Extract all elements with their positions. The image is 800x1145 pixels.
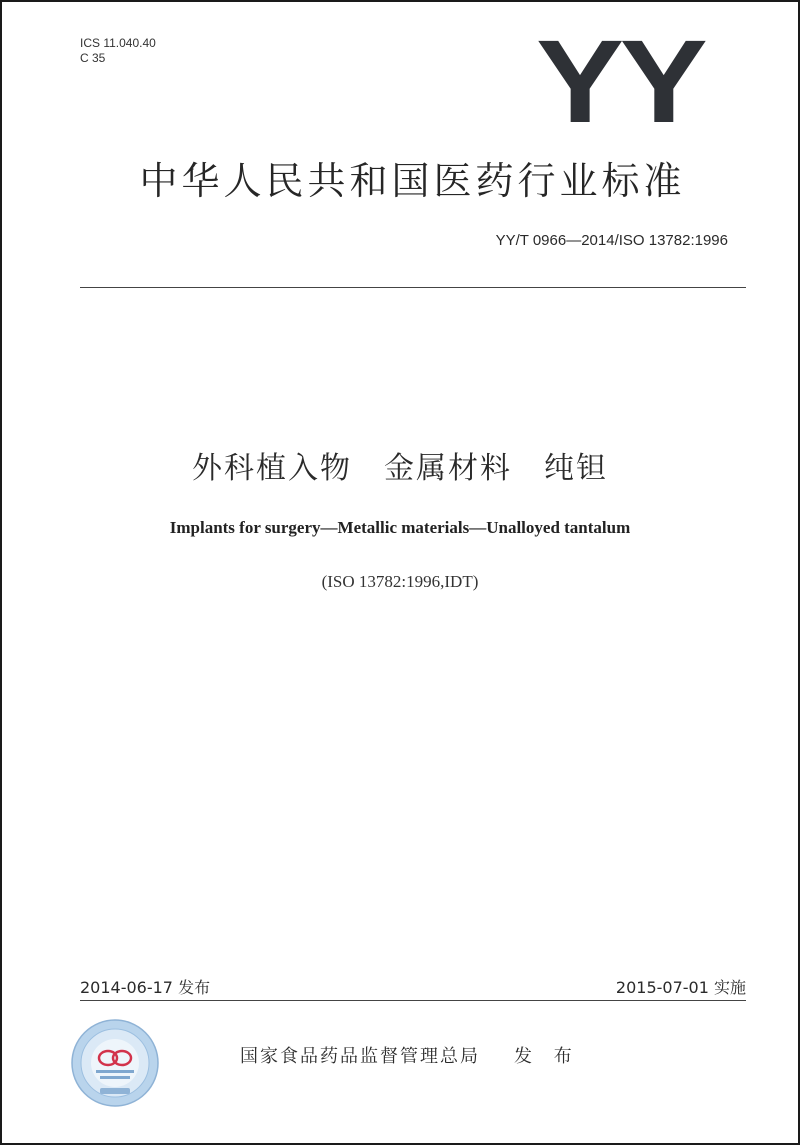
english-title: Implants for surgery—Metallic materials—Unalloyed tantalum — [169, 518, 631, 537]
anti-counterfeit-seal-icon — [70, 1018, 160, 1108]
standard-code: YY/T 0966—2014/ISO 13782:1996 — [495, 232, 728, 249]
issuing-authority — [240, 1042, 580, 1068]
issue-action: 发 布 — [514, 1046, 580, 1067]
ccs-code: C 35 — [80, 51, 106, 65]
ics-code: ICS 11.040.40 — [80, 36, 156, 50]
issuer-name: 国家食品药品监督管理总局 — [240, 1046, 480, 1067]
iso-reference: (ISO 13782:1996,IDT) — [321, 572, 479, 591]
footer-divider — [80, 1000, 746, 1001]
implement-date: 2015-07-01 实施 — [615, 978, 746, 997]
header-divider — [80, 287, 746, 288]
publish-date: 2014-06-17 发布 — [80, 978, 211, 997]
yy-logo: YY — [536, 16, 704, 148]
classification-codes — [80, 36, 156, 66]
standard-title: 中华人民共和国医药行业标准 — [139, 159, 686, 203]
chinese-title: 外科植入物 金属材料 纯钽 — [192, 451, 608, 486]
